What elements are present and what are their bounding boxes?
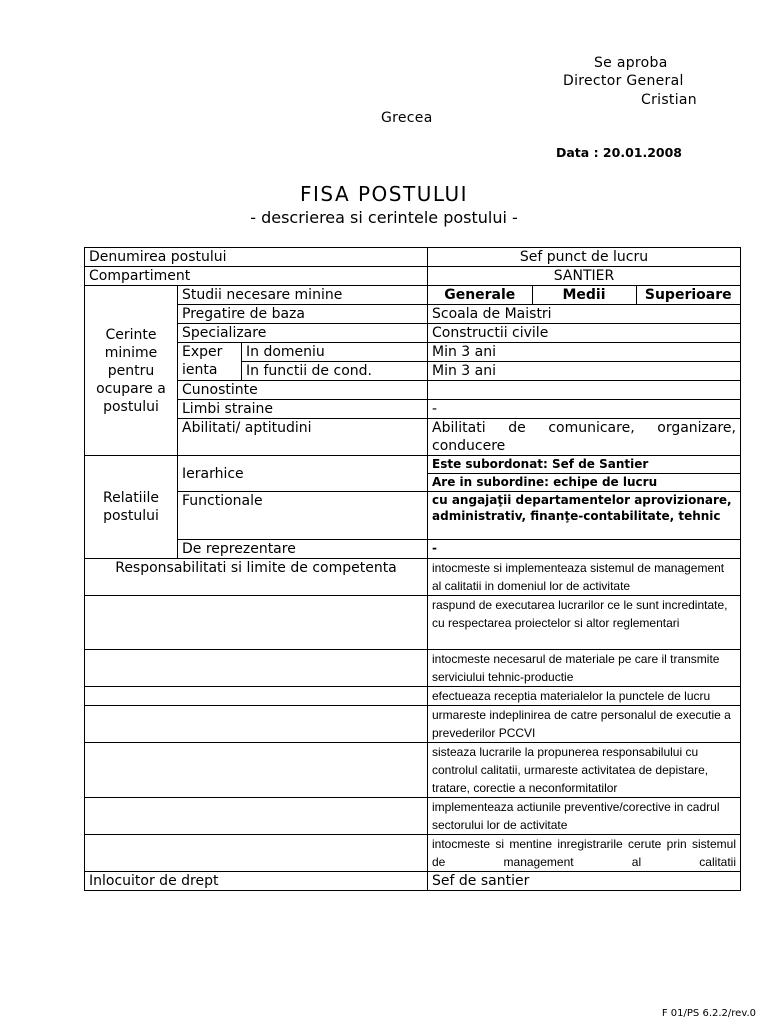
approval-line-1: Se aproba: [594, 55, 668, 71]
responsibility-item: implementeaza actiunile preventive/corective in cadrul sectorului lor de activitate: [428, 798, 741, 835]
responsibility-blank-cell: [85, 743, 428, 798]
department-value: SANTIER: [428, 267, 741, 286]
skills-label: Abilitati/ aptitudini: [178, 419, 428, 456]
department-label: Compartiment: [85, 267, 428, 286]
job-description-table: [84, 247, 741, 891]
functional-label: Functionale: [178, 492, 428, 540]
responsibility-blank-cell: [85, 835, 428, 872]
experience-label: Exper ienta: [178, 343, 242, 381]
knowledge-value: [428, 381, 741, 400]
responsibility-item: intocmeste si implementeaza sistemul de management al calitatii in domeniul lor de activitate: [428, 559, 741, 596]
basic-training-label: Pregatire de baza: [178, 305, 428, 324]
responsibility-item: urmareste indeplinirea de catre personalul de executie a prevederilor PCCVI: [428, 706, 741, 743]
responsibility-item: raspund de executarea lucrarilor ce le sunt incredintate, cu respectarea proiectelor si altor reglementari: [428, 596, 741, 650]
hierarchical-label: Ierarhice: [178, 456, 428, 492]
responsibilities-label: Responsabilitati si limite de competenta: [85, 559, 428, 596]
languages-value: -: [428, 400, 741, 419]
requirements-group-label: Cerinte minime pentru ocupare a postului: [85, 286, 178, 456]
studies-options: [428, 286, 741, 305]
studies-general: Generale: [444, 287, 516, 303]
specialization-label: Specializare: [178, 324, 428, 343]
responsibility-blank-cell: [85, 798, 428, 835]
responsibility-item: intocmeste si mentine inregistrarile cerute prin sistemul de management al calitatii: [428, 835, 741, 872]
experience-domain-label: In domeniu: [242, 343, 428, 362]
knowledge-label: Cunostinte: [178, 381, 428, 400]
functional-value: cu angajaţii departamentelor aprovizionare, administrativ, finanţe-contabilitate, tehnic: [428, 492, 741, 540]
skills-value: Abilitati de comunicare, organizare, conducere: [428, 419, 741, 456]
replacement-label: Inlocuitor de drept: [85, 872, 428, 891]
representation-value: -: [428, 540, 741, 559]
hierarchical-superior: Are in subordine: echipe de lucru: [428, 474, 741, 492]
relations-group-label: Relatiile postului: [85, 456, 178, 559]
document-title: FISA POSTULUI: [299, 182, 469, 206]
studies-label: Studii necesare minine: [178, 286, 428, 305]
responsibility-blank-cell: [85, 687, 428, 706]
hierarchical-subordinate: Este subordonat: Sef de Santier: [428, 456, 741, 474]
specialization-value: Constructii civile: [428, 324, 741, 343]
responsibility-blank-cell: [85, 706, 428, 743]
responsibility-item: efectueaza receptia materialelor la punctele de lucru: [428, 687, 741, 706]
basic-training-value: Scoala de Maistri: [428, 305, 741, 324]
document-date: Data : 20.01.2008: [556, 145, 683, 160]
representation-label: De reprezentare: [178, 540, 428, 559]
approval-line-2: Director General: [563, 73, 684, 89]
post-name-label: Denumirea postului: [85, 248, 428, 267]
post-name-value: Sef punct de lucru: [428, 248, 741, 267]
experience-management-value: Min 3 ani: [428, 362, 741, 381]
responsibility-blank-cell: [85, 596, 428, 650]
form-code: F 01/PS 6.2.2/rev.0: [661, 1008, 756, 1019]
replacement-value: Sef de santier: [428, 872, 741, 891]
languages-label: Limbi straine: [178, 400, 428, 419]
studies-higher: Superioare: [636, 286, 740, 304]
approval-line-3: Cristian: [641, 92, 697, 108]
document-subtitle: - descrierea si cerintele postului -: [250, 208, 518, 227]
responsibility-blank-cell: [85, 650, 428, 687]
studies-medium: Medii: [532, 286, 636, 304]
responsibility-item: sisteaza lucrarile la propunerea responsabilului cu controlul calitatii, urmareste activitatea de depistare, tratare, corectie a neconformitatilor: [428, 743, 741, 798]
experience-domain-value: Min 3 ani: [428, 343, 741, 362]
responsibility-item: intocmeste necesarul de materiale pe care il transmite serviciului tehnic-productie: [428, 650, 741, 687]
experience-management-label: In functii de cond.: [242, 362, 428, 381]
approval-line-4: Grecea: [381, 110, 433, 126]
